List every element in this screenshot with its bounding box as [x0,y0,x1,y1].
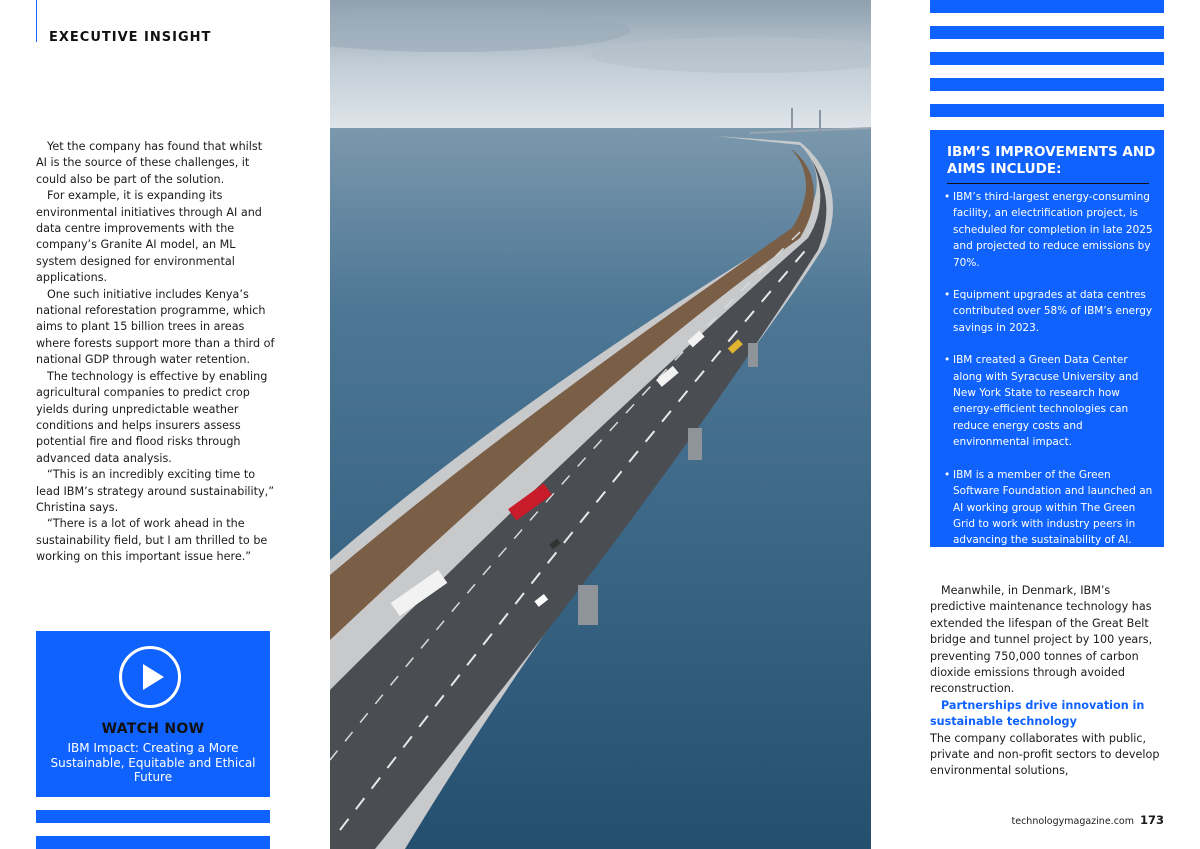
paragraph: The company collaborates with public, private and non-profit sectors to develop environmental solutions, [930,731,1160,778]
paragraph: “This is an incredibly exciting time to lead IBM’s strategy around sustainability,” Christina says. [36,468,275,514]
box-divider [947,183,1149,184]
list-item [944,189,1154,271]
page-number: 173 [1139,813,1164,827]
list-item-text: IBM created a Green Data Center along with Syracuse University and New York State to research how energy-efficient technologies can reduce energy costs and environmental impact. [953,354,1139,449]
bullet-icon: • [944,289,951,302]
section-rule [36,0,37,42]
paragraph: The technology is effective by enabling agricultural companies to predict crop yields during unpredictable weather conditions and helps insurers assess potential fire and flood risks through advanced data analysis. [36,369,268,465]
decorative-stripe [36,836,270,849]
site-url[interactable]: technologymagazine.com [1011,816,1134,827]
paragraph: Yet the company has found that whilst AI is the source of these challenges, it could also be part of the solution. [36,140,263,186]
watch-now-card[interactable] [36,631,270,797]
improvements-box [930,130,1164,547]
watch-now-label[interactable]: WATCH NOW [101,721,205,737]
list-item [944,467,1154,549]
box-heading: IBM’S IMPROVEMENTS AND AIMS INCLUDE: [947,144,1156,177]
paragraph: For example, it is expanding its environmental initiatives through AI and data centre improvements with the company’s Granite AI model, an ML system designed for environmental applications. [36,189,262,285]
list-item-text: IBM’s third-largest energy-consuming facility, an electrification project, is scheduled for completion in late 2025 and projected to reduce emissions by 70%. [953,191,1153,269]
decorative-stripe [36,810,270,823]
subheading: Partnerships drive innovation in sustainable technology [930,698,1145,729]
bullet-icon: • [944,354,951,367]
decorative-stripe [930,26,1164,39]
left-column-text [36,139,276,566]
video-title[interactable]: IBM Impact: Creating a More Sustainable, Equitable and Ethical Future [50,741,256,784]
improvements-list [944,189,1154,565]
list-item-text: Equipment upgrades at data centres contributed over 58% of IBM’s energy savings in 2023. [953,289,1153,334]
bullet-icon: • [944,191,951,203]
bullet-icon: • [944,468,951,481]
paragraph: “There is a lot of work ahead in the sustainability field, but I am thrilled to be working on this important issue here.” [36,517,268,564]
list-item [944,287,1154,336]
paragraph: One such initiative includes Kenya’s national reforestation programme, which aims to plant 15 billion trees in areas where forests support more than a third of national GDP through water retention. [36,287,275,367]
play-icon[interactable] [118,645,182,709]
list-item [944,352,1154,450]
right-column-text [930,583,1162,780]
list-item-text: IBM is a member of the Green Software Foundation and launched an AI working group within The Green Grid to work with industry peers in advancing the sustainability of AI. [953,468,1153,547]
decorative-stripe [930,78,1164,91]
section-label: EXECUTIVE INSIGHT [49,30,212,45]
decorative-stripe [930,104,1164,117]
paragraph: Meanwhile, in Denmark, IBM’s predictive maintenance technology has extended the lifespan of the Great Belt bridge and tunnel project by 100 years, preventing 750,000 tonnes of carbon dioxide emissions through avoided reconstruction. [930,584,1153,696]
bridge-photo [330,0,871,849]
page-footer [1012,813,1165,827]
decorative-stripe [930,0,1164,13]
decorative-stripe [930,52,1164,65]
